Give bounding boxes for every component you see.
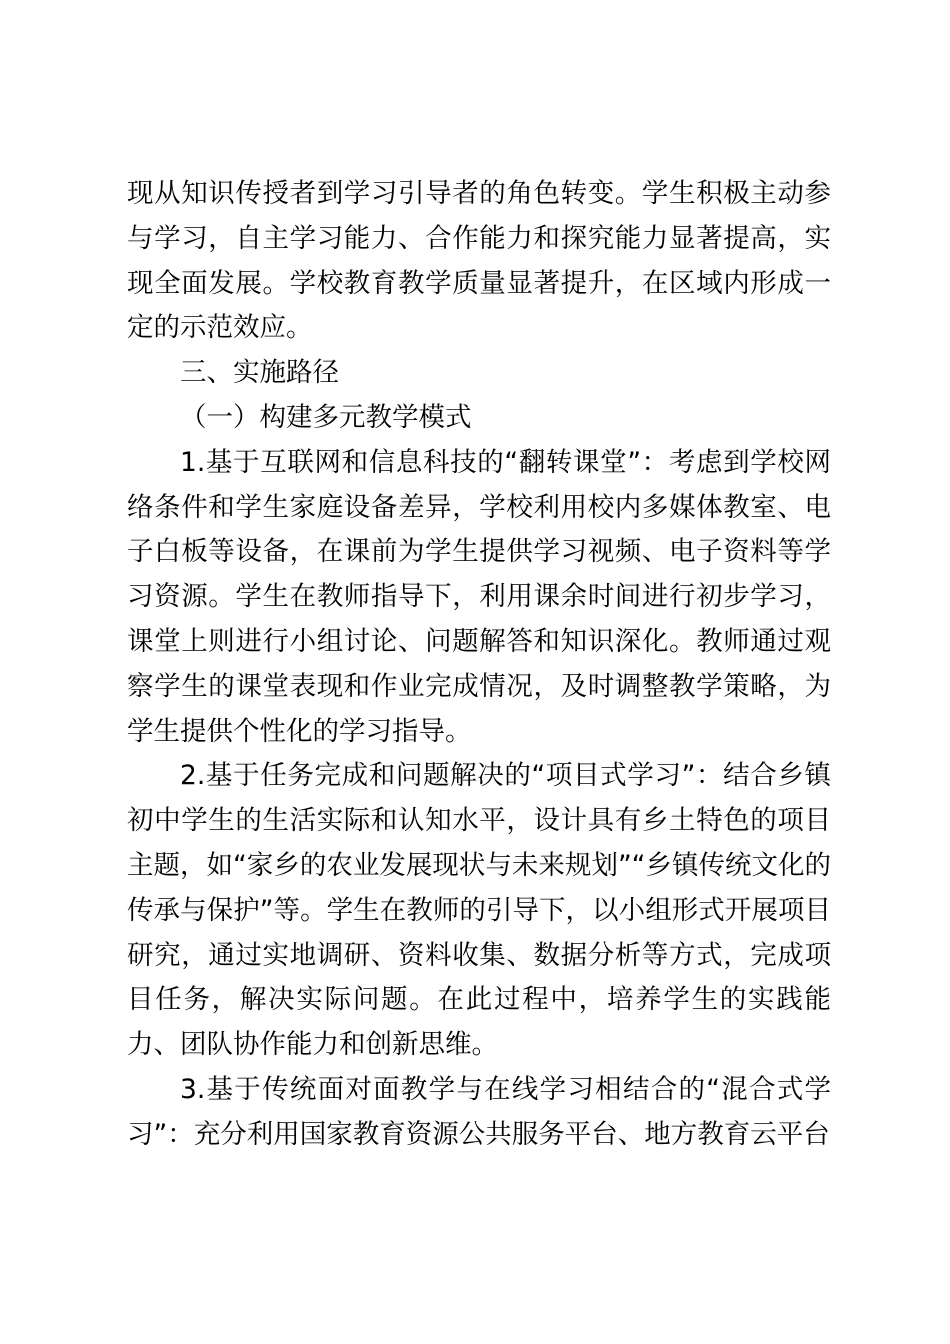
subsection-heading-teaching-models: （一）构建多元教学模式 bbox=[180, 401, 472, 433]
paragraph-role-transition: 现从知识传授者到学习引导者的角色转变。学生积极主动参与学习，自主学习能力、合作能力和探究能力显著提高，实现全面发展。学校教育教学质量显著提升，在区域内形成一定的示范效应。 bbox=[127, 178, 831, 344]
document-body bbox=[127, 172, 831, 1158]
paragraph-blended-learning: 3.基于传统面对面教学与在线学习相结合的“混合式学习”：充分利用国家教育资源公共服务平台、地方教育云平台 bbox=[127, 1073, 831, 1150]
paragraph-flipped-classroom: 1.基于互联网和信息科技的“翻转课堂”：考虑到学校网络条件和学生家庭设备差异，学校利用校内多媒体教室、电子白板等设备，在课前为学生提供学习视频、电子资料等学习资源。学生在教师指导下，利用课余时间进行初步学习，课堂上则进行小组讨论、问题解答和知识深化。教师通过观察学生的课堂表现和作业完成情况，及时调整教学策略，为学生提供个性化的学习指导。 bbox=[127, 446, 831, 747]
paragraph-project-based-learning: 2.基于任务完成和问题解决的“项目式学习”：结合乡镇初中学生的生活实际和认知水平，设计具有乡土特色的项目主题，如“家乡的农业发展现状与未来规划”“乡镇传统文化的传承与保护”等。学生在教师的引导下，以小组形式开展项目研究，通过实地调研、资料收集、数据分析等方式，完成项目任务，解决实际问题。在此过程中，培养学生的实践能力、团队协作能力和创新思维。 bbox=[127, 760, 831, 1061]
section-heading-implementation-path: 三、实施路径 bbox=[180, 357, 339, 389]
